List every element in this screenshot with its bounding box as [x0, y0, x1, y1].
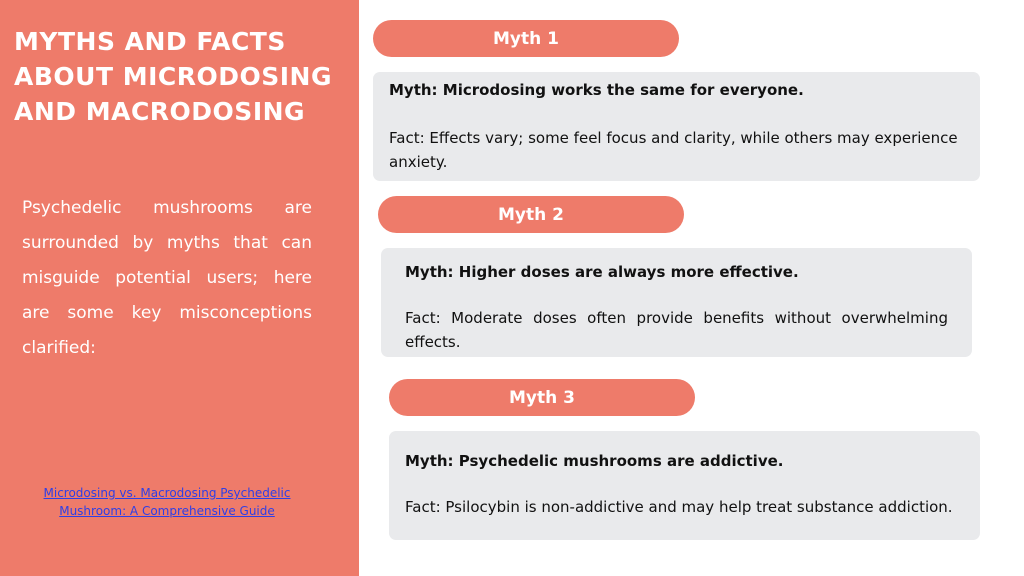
myth-1-label: Myth 1 — [373, 20, 679, 57]
page-title: MYTHS AND FACTS ABOUT MICRODOSING AND MACRODOSING — [14, 27, 332, 126]
myth-2-label: Myth 2 — [378, 196, 684, 233]
myth-3-fact: Fact: Psilocybin is non-addictive and may help treat substance addiction. — [405, 498, 953, 516]
myth-1-statement: Myth: Microdosing works the same for everyone. — [389, 81, 804, 99]
guide-link[interactable]: Microdosing vs. Macrodosing Psychedelic Mushroom: A Comprehensive Guide — [43, 486, 291, 518]
myth-1-fact: Fact: Effects vary; some feel focus and clarity, while others may experience anxiety. — [389, 129, 958, 171]
myth-2-statement: Myth: Higher doses are always more effective. — [405, 263, 799, 281]
intro-paragraph: Psychedelic mushrooms are surrounded by myths that can misguide potential users; here are some key misconceptions clarified: — [22, 198, 312, 358]
myth-1-card — [373, 72, 980, 181]
myth-2-card — [381, 248, 972, 357]
myth-3-statement: Myth: Psychedelic mushrooms are addictive. — [405, 452, 784, 470]
myth-3-card — [389, 431, 980, 540]
left-panel — [0, 0, 359, 576]
myth-2-fact: Fact: Moderate doses often provide benefits without overwhelming effects. — [405, 309, 948, 351]
myth-3-label: Myth 3 — [389, 379, 695, 416]
